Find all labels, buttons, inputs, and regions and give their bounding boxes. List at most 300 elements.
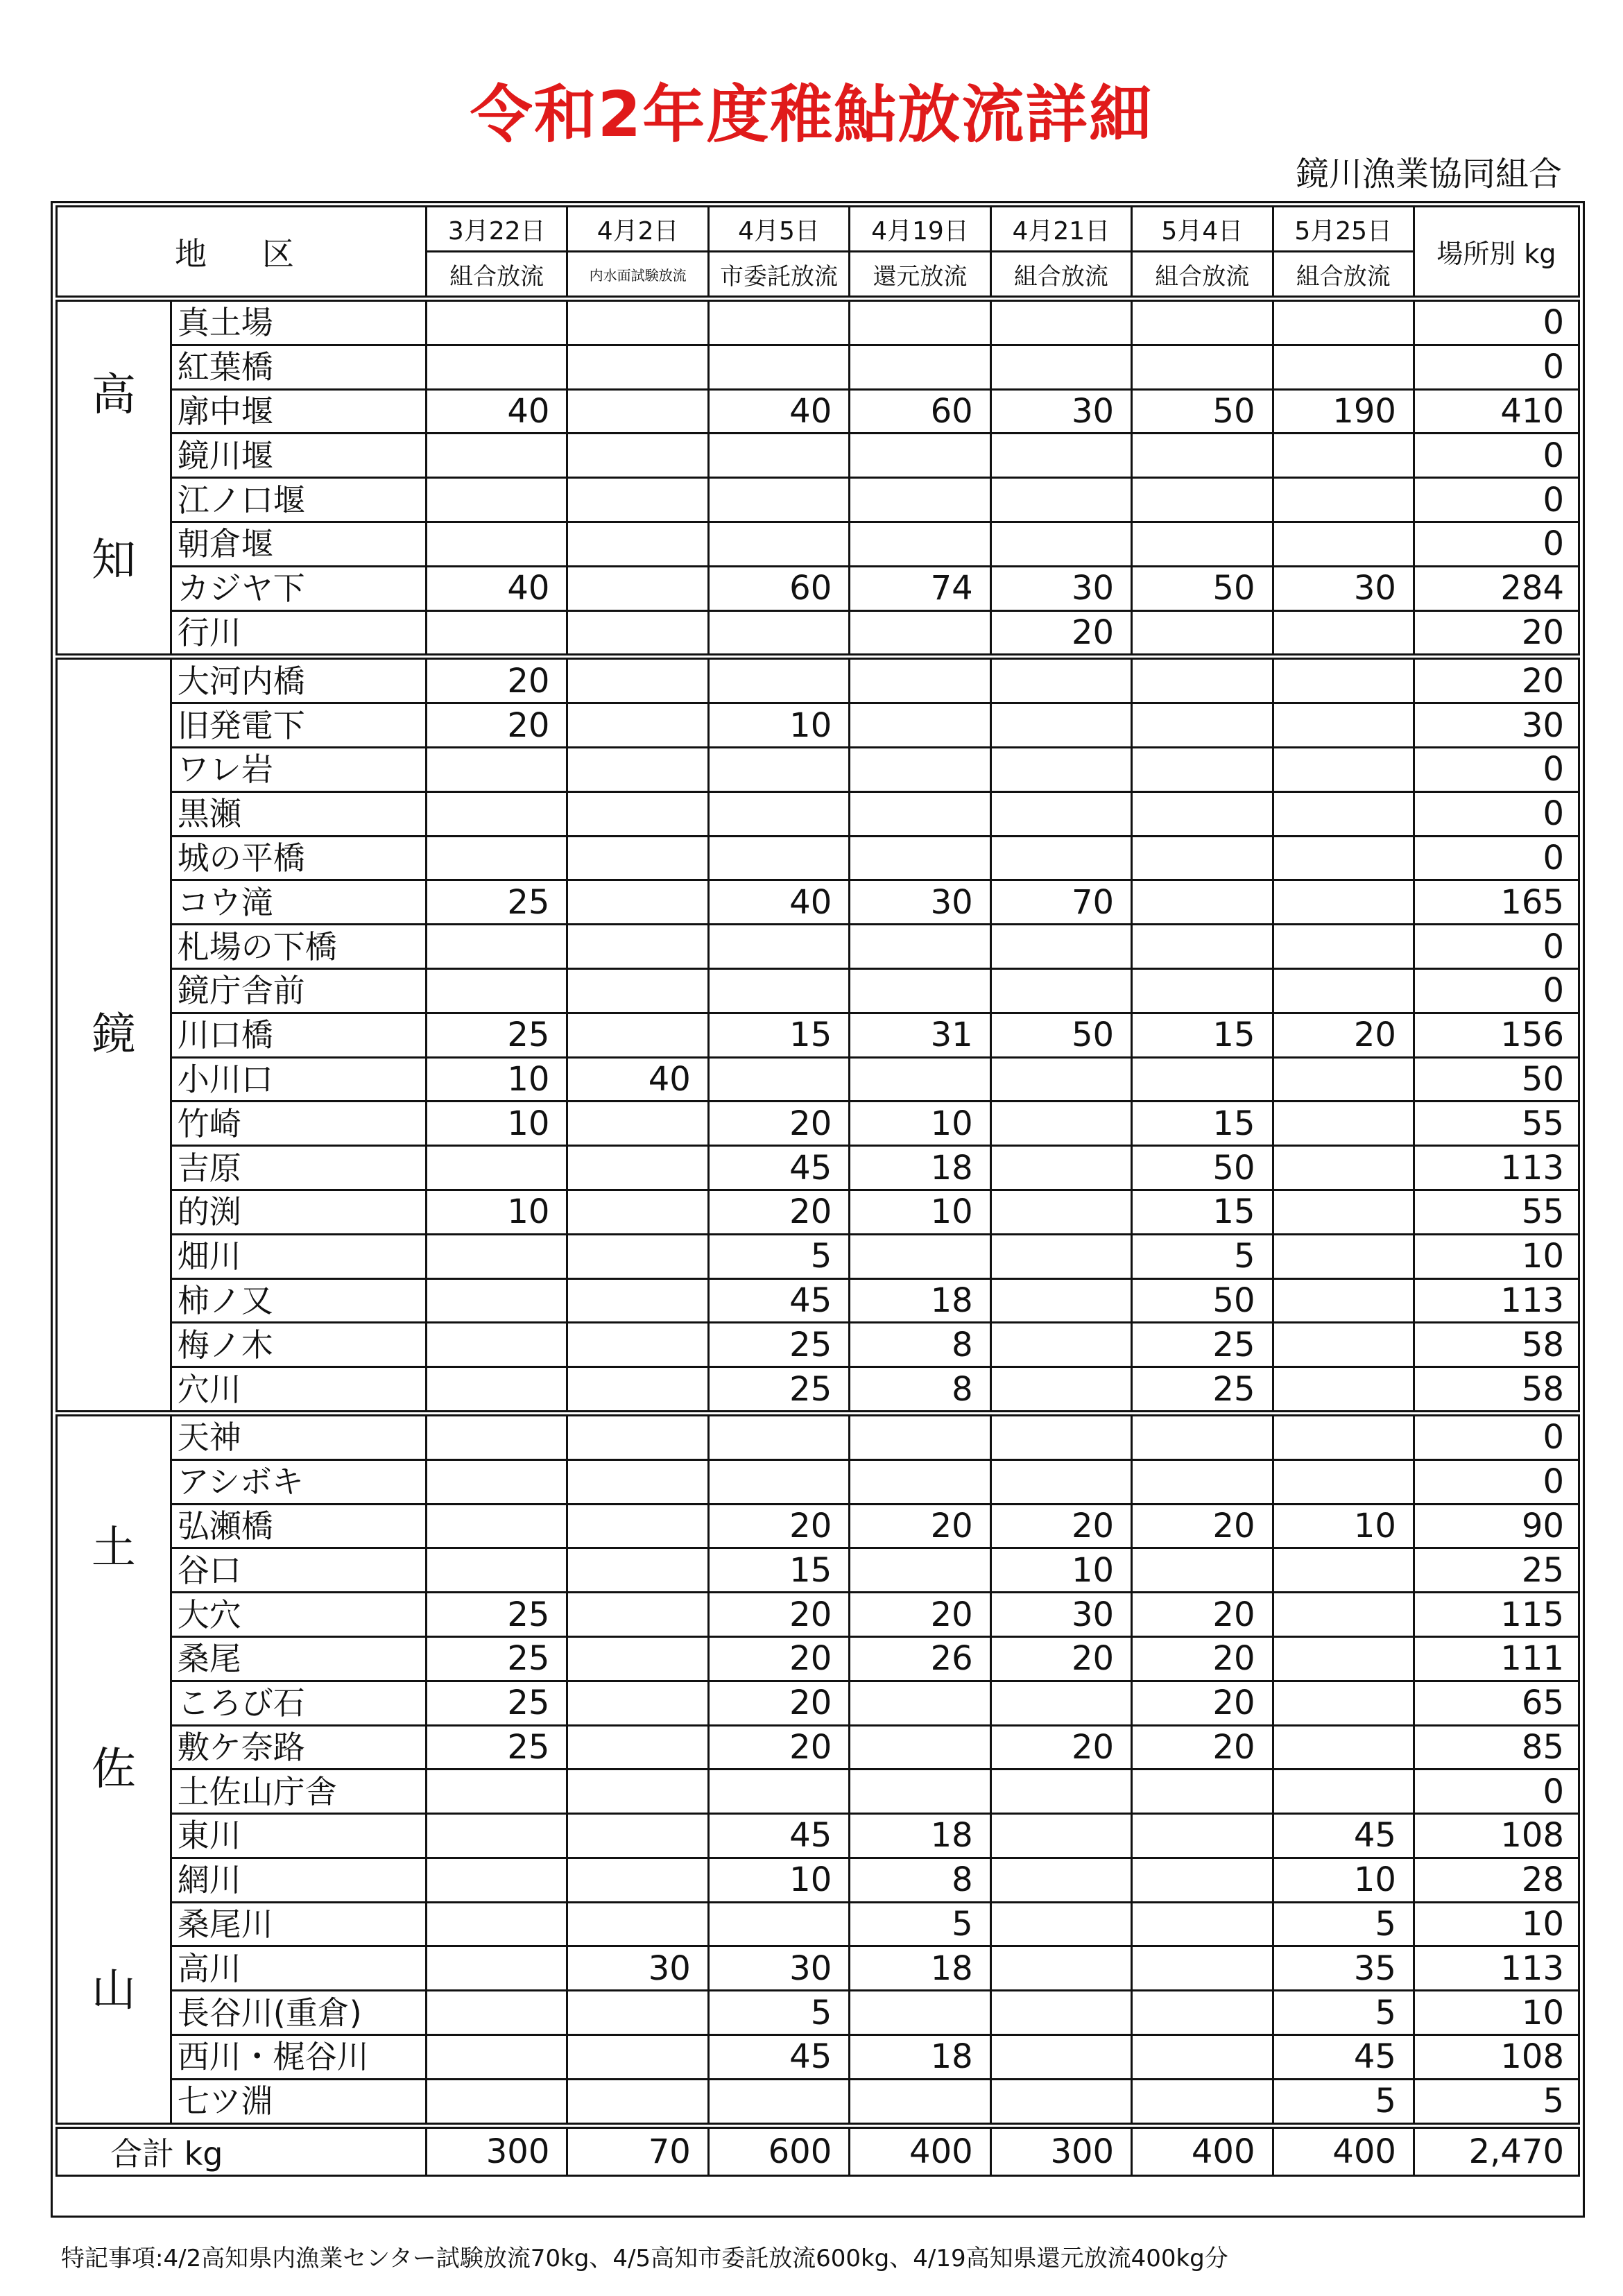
release-amount-cell bbox=[990, 478, 1131, 522]
release-amount-cell bbox=[708, 434, 849, 478]
release-amount-cell bbox=[567, 1636, 708, 1681]
place-name: 谷口 bbox=[171, 1548, 426, 1593]
release-type-header: 還元放流 bbox=[850, 252, 990, 299]
table-row bbox=[57, 1946, 1579, 1991]
place-total-cell: 0 bbox=[1414, 747, 1579, 791]
release-amount-cell: 25 bbox=[708, 1323, 849, 1367]
place-total-cell: 284 bbox=[1414, 566, 1579, 610]
release-amount-cell bbox=[1273, 610, 1414, 657]
release-amount-cell: 25 bbox=[1132, 1367, 1273, 1414]
place-name: 畑川 bbox=[171, 1234, 426, 1278]
release-amount-cell bbox=[567, 1814, 708, 1858]
release-amount-cell bbox=[1132, 747, 1273, 791]
release-amount-cell: 8 bbox=[850, 1323, 990, 1367]
place-total-cell: 0 bbox=[1414, 478, 1579, 522]
release-amount-cell: 35 bbox=[1273, 1946, 1414, 1991]
date-header: 4月5日 bbox=[708, 207, 849, 252]
release-amount-cell bbox=[990, 434, 1131, 478]
release-amount-cell bbox=[850, 925, 990, 969]
table-row bbox=[57, 968, 1579, 1013]
release-amount-cell: 20 bbox=[426, 657, 567, 703]
table-row bbox=[57, 1681, 1579, 1725]
release-amount-cell: 40 bbox=[426, 566, 567, 610]
release-amount-cell: 30 bbox=[990, 1593, 1131, 1637]
release-amount-cell bbox=[1132, 478, 1273, 522]
release-amount-cell bbox=[708, 1057, 849, 1102]
release-amount-cell: 25 bbox=[708, 1367, 849, 1414]
release-amount-cell bbox=[426, 2035, 567, 2080]
release-amount-cell bbox=[850, 299, 990, 345]
date-header: 3月22日 bbox=[426, 207, 567, 252]
place-name: アシボキ bbox=[171, 1459, 426, 1504]
release-amount-cell bbox=[990, 657, 1131, 703]
release-amount-cell bbox=[1273, 1146, 1414, 1190]
release-amount-cell bbox=[426, 925, 567, 969]
release-amount-cell: 45 bbox=[1273, 1814, 1414, 1858]
release-amount-cell bbox=[426, 1459, 567, 1504]
release-amount-cell bbox=[990, 1190, 1131, 1234]
release-amount-cell bbox=[426, 299, 567, 345]
release-amount-cell bbox=[1273, 1548, 1414, 1593]
release-amount-cell: 70 bbox=[990, 880, 1131, 925]
release-amount-cell bbox=[1273, 1459, 1414, 1504]
place-name: ワレ岩 bbox=[171, 747, 426, 791]
release-amount-cell: 10 bbox=[426, 1057, 567, 1102]
release-amount-cell: 20 bbox=[708, 1504, 849, 1548]
release-amount-cell bbox=[1132, 657, 1273, 703]
release-amount-cell bbox=[850, 791, 990, 836]
release-amount-cell bbox=[567, 1725, 708, 1770]
release-amount-cell bbox=[1273, 1323, 1414, 1367]
release-amount-cell bbox=[1273, 703, 1414, 748]
release-amount-cell: 30 bbox=[850, 880, 990, 925]
release-amount-cell bbox=[1132, 1991, 1273, 2035]
place-name: カジヤ下 bbox=[171, 566, 426, 610]
table-row bbox=[57, 610, 1579, 657]
release-amount-cell: 18 bbox=[850, 1814, 990, 1858]
release-amount-cell bbox=[567, 1548, 708, 1593]
release-amount-cell bbox=[1273, 880, 1414, 925]
release-amount-cell bbox=[567, 1991, 708, 2035]
date-header: 4月2日 bbox=[567, 207, 708, 252]
release-amount-cell bbox=[426, 1858, 567, 1902]
table-row bbox=[57, 791, 1579, 836]
date-total-cell: 70 bbox=[567, 2125, 708, 2175]
release-amount-cell: 45 bbox=[708, 1146, 849, 1190]
release-amount-cell bbox=[850, 1459, 990, 1504]
place-total-cell: 0 bbox=[1414, 925, 1579, 969]
release-amount-cell: 15 bbox=[1132, 1102, 1273, 1146]
place-total-cell: 10 bbox=[1414, 1991, 1579, 2035]
release-amount-cell bbox=[567, 1190, 708, 1234]
release-amount-cell: 20 bbox=[1273, 1013, 1414, 1057]
place-total-cell: 410 bbox=[1414, 389, 1579, 434]
release-amount-cell bbox=[1132, 1814, 1273, 1858]
place-total-cell: 55 bbox=[1414, 1102, 1579, 1146]
place-name: 弘瀬橋 bbox=[171, 1504, 426, 1548]
release-amount-cell bbox=[990, 522, 1131, 566]
release-amount-cell bbox=[426, 345, 567, 389]
place-name: 桑尾 bbox=[171, 1636, 426, 1681]
release-amount-cell: 10 bbox=[1273, 1858, 1414, 1902]
place-name: 桑尾川 bbox=[171, 1902, 426, 1946]
place-total-cell: 58 bbox=[1414, 1323, 1579, 1367]
place-total-cell: 30 bbox=[1414, 703, 1579, 748]
release-amount-cell bbox=[1273, 791, 1414, 836]
release-amount-cell bbox=[426, 791, 567, 836]
release-amount-cell bbox=[426, 1770, 567, 1814]
table-row bbox=[57, 747, 1579, 791]
release-amount-cell bbox=[567, 1593, 708, 1637]
table-row bbox=[57, 1146, 1579, 1190]
release-amount-cell bbox=[1132, 1946, 1273, 1991]
place-name: 行川 bbox=[171, 610, 426, 657]
release-amount-cell bbox=[567, 1146, 708, 1190]
release-amount-cell bbox=[1273, 522, 1414, 566]
release-amount-cell bbox=[567, 1234, 708, 1278]
date-header: 5月4日 bbox=[1132, 207, 1273, 252]
release-amount-cell bbox=[1132, 299, 1273, 345]
place-total-cell: 0 bbox=[1414, 1770, 1579, 1814]
release-amount-cell bbox=[850, 657, 990, 703]
place-total-cell: 10 bbox=[1414, 1234, 1579, 1278]
special-note: 特記事項:4/2高知県内漁業センター試験放流70kg、4/5高知市委託放流600kg、4/19高知県還元放流400kg分 bbox=[61, 2245, 1228, 2272]
header-row-dates bbox=[57, 207, 1579, 252]
place-total-cell: 165 bbox=[1414, 880, 1579, 925]
release-amount-cell bbox=[990, 1057, 1131, 1102]
release-amount-cell bbox=[1132, 522, 1273, 566]
release-amount-cell: 20 bbox=[1132, 1636, 1273, 1681]
release-amount-cell bbox=[990, 747, 1131, 791]
release-amount-cell bbox=[1273, 925, 1414, 969]
release-amount-cell bbox=[1132, 2035, 1273, 2080]
date-total-cell: 600 bbox=[708, 2125, 849, 2175]
place-name: 真土場 bbox=[171, 299, 426, 345]
table-row bbox=[57, 1413, 1579, 1459]
release-amount-cell: 20 bbox=[990, 1504, 1131, 1548]
place-total-cell: 28 bbox=[1414, 1858, 1579, 1902]
table-row bbox=[57, 434, 1579, 478]
release-amount-cell: 25 bbox=[426, 1725, 567, 1770]
release-amount-cell: 18 bbox=[850, 1146, 990, 1190]
place-name: 城の平橋 bbox=[171, 836, 426, 880]
region-label-char: 佐 bbox=[91, 1743, 136, 1795]
table-row bbox=[57, 345, 1579, 389]
table-row bbox=[57, 522, 1579, 566]
release-amount-cell: 50 bbox=[1132, 1146, 1273, 1190]
place-total-cell: 0 bbox=[1414, 1413, 1579, 1459]
table-row bbox=[57, 1367, 1579, 1414]
release-detail-table bbox=[55, 205, 1580, 2177]
release-amount-cell bbox=[567, 1323, 708, 1367]
place-name: 七ツ淵 bbox=[171, 2079, 426, 2125]
release-amount-cell bbox=[1132, 836, 1273, 880]
place-name: 大穴 bbox=[171, 1593, 426, 1637]
release-amount-cell: 10 bbox=[426, 1102, 567, 1146]
release-amount-cell bbox=[850, 434, 990, 478]
release-amount-cell bbox=[426, 1946, 567, 1991]
release-amount-cell bbox=[426, 478, 567, 522]
release-amount-cell: 25 bbox=[426, 1636, 567, 1681]
release-amount-cell bbox=[567, 299, 708, 345]
table-row bbox=[57, 1459, 1579, 1504]
region-header: 地区 bbox=[57, 207, 427, 299]
release-type-header: 組合放流 bbox=[990, 252, 1131, 299]
release-amount-cell bbox=[990, 1902, 1131, 1946]
release-amount-cell: 18 bbox=[850, 2035, 990, 2080]
release-amount-cell: 45 bbox=[708, 1814, 849, 1858]
place-total-cell: 20 bbox=[1414, 657, 1579, 703]
release-amount-cell bbox=[567, 968, 708, 1013]
place-name: 朝倉堰 bbox=[171, 522, 426, 566]
place-total-cell: 108 bbox=[1414, 2035, 1579, 2080]
release-amount-cell: 40 bbox=[708, 389, 849, 434]
release-amount-cell: 20 bbox=[426, 703, 567, 748]
release-amount-cell: 20 bbox=[990, 1636, 1131, 1681]
release-amount-cell bbox=[708, 1770, 849, 1814]
release-amount-cell bbox=[567, 1102, 708, 1146]
release-amount-cell bbox=[567, 478, 708, 522]
release-amount-cell bbox=[850, 345, 990, 389]
release-amount-cell bbox=[567, 747, 708, 791]
release-amount-cell: 18 bbox=[850, 1946, 990, 1991]
release-amount-cell: 30 bbox=[990, 566, 1131, 610]
place-name: 網川 bbox=[171, 1858, 426, 1902]
release-amount-cell bbox=[1132, 1548, 1273, 1593]
place-name: 敷ケ奈路 bbox=[171, 1725, 426, 1770]
release-amount-cell bbox=[567, 522, 708, 566]
release-amount-cell: 10 bbox=[850, 1190, 990, 1234]
release-amount-cell bbox=[1132, 345, 1273, 389]
table-row bbox=[57, 1991, 1579, 2035]
release-amount-cell bbox=[567, 925, 708, 969]
page-title: 令和2年度稚鮎放流詳細 bbox=[470, 78, 1153, 151]
release-amount-cell bbox=[1132, 1459, 1273, 1504]
place-total-cell: 108 bbox=[1414, 1814, 1579, 1858]
release-amount-cell bbox=[990, 2079, 1131, 2125]
release-amount-cell bbox=[1132, 791, 1273, 836]
release-amount-cell bbox=[850, 703, 990, 748]
release-amount-cell: 45 bbox=[1273, 2035, 1414, 2080]
release-type-header: 内水面試験放流 bbox=[567, 252, 708, 299]
place-name: 穴川 bbox=[171, 1367, 426, 1414]
place-name: 東川 bbox=[171, 1814, 426, 1858]
region-label bbox=[57, 657, 171, 1414]
release-amount-cell bbox=[567, 1858, 708, 1902]
release-amount-cell bbox=[426, 2079, 567, 2125]
place-total-cell: 20 bbox=[1414, 610, 1579, 657]
date-header: 4月19日 bbox=[850, 207, 990, 252]
release-amount-cell: 15 bbox=[708, 1548, 849, 1593]
place-name: 鏡庁舎前 bbox=[171, 968, 426, 1013]
place-name: 川口橋 bbox=[171, 1013, 426, 1057]
place-name: 札場の下橋 bbox=[171, 925, 426, 969]
release-amount-cell bbox=[567, 389, 708, 434]
place-total-cell: 113 bbox=[1414, 1946, 1579, 1991]
place-total-cell: 25 bbox=[1414, 1548, 1579, 1593]
release-amount-cell: 20 bbox=[990, 1725, 1131, 1770]
release-amount-cell bbox=[850, 522, 990, 566]
release-amount-cell: 10 bbox=[708, 1858, 849, 1902]
release-amount-cell bbox=[426, 1367, 567, 1414]
release-type-header: 組合放流 bbox=[426, 252, 567, 299]
date-total-cell: 300 bbox=[990, 2125, 1131, 2175]
release-amount-cell bbox=[426, 968, 567, 1013]
release-amount-cell bbox=[990, 1367, 1131, 1414]
release-amount-cell: 74 bbox=[850, 566, 990, 610]
place-name: 土佐山庁舎 bbox=[171, 1770, 426, 1814]
release-amount-cell bbox=[708, 747, 849, 791]
release-amount-cell bbox=[567, 434, 708, 478]
release-amount-cell bbox=[708, 522, 849, 566]
region-label-char: 知 bbox=[91, 534, 136, 586]
release-amount-cell bbox=[1273, 657, 1414, 703]
release-type-header: 市委託放流 bbox=[708, 252, 849, 299]
place-name: 吉原 bbox=[171, 1146, 426, 1190]
release-amount-cell bbox=[1273, 434, 1414, 478]
release-amount-cell bbox=[990, 836, 1131, 880]
release-amount-cell: 5 bbox=[1132, 1234, 1273, 1278]
table-row bbox=[57, 2079, 1579, 2125]
release-amount-cell bbox=[1132, 1902, 1273, 1946]
table-row bbox=[57, 1278, 1579, 1323]
place-total-cell: 0 bbox=[1414, 299, 1579, 345]
region-label-char: 山 bbox=[91, 1964, 136, 2016]
release-amount-cell bbox=[1273, 968, 1414, 1013]
release-amount-cell bbox=[426, 1278, 567, 1323]
table-row bbox=[57, 1858, 1579, 1902]
release-amount-cell bbox=[1273, 478, 1414, 522]
release-amount-cell: 190 bbox=[1273, 389, 1414, 434]
release-amount-cell bbox=[990, 1946, 1131, 1991]
release-amount-cell: 45 bbox=[708, 1278, 849, 1323]
table-body bbox=[57, 207, 1579, 2176]
release-amount-cell bbox=[850, 1234, 990, 1278]
release-amount-cell: 20 bbox=[708, 1681, 849, 1725]
release-amount-cell bbox=[567, 1902, 708, 1946]
release-amount-cell: 8 bbox=[850, 1858, 990, 1902]
release-amount-cell bbox=[1273, 1057, 1414, 1102]
release-amount-cell bbox=[426, 610, 567, 657]
release-amount-cell bbox=[426, 1234, 567, 1278]
release-amount-cell bbox=[426, 1902, 567, 1946]
release-amount-cell bbox=[567, 1013, 708, 1057]
place-total-cell: 50 bbox=[1414, 1057, 1579, 1102]
release-amount-cell bbox=[850, 478, 990, 522]
release-amount-cell bbox=[990, 925, 1131, 969]
table-row bbox=[57, 1323, 1579, 1367]
release-amount-cell bbox=[850, 2079, 990, 2125]
totals-row bbox=[57, 2125, 1579, 2175]
place-total-cell: 5 bbox=[1414, 2079, 1579, 2125]
release-amount-cell: 50 bbox=[1132, 389, 1273, 434]
grand-total-cell: 2,470 bbox=[1414, 2125, 1579, 2175]
release-amount-cell bbox=[708, 836, 849, 880]
release-amount-cell bbox=[708, 925, 849, 969]
release-amount-cell bbox=[1132, 2079, 1273, 2125]
place-total-cell: 58 bbox=[1414, 1367, 1579, 1414]
release-amount-cell: 40 bbox=[708, 880, 849, 925]
place-total-cell: 85 bbox=[1414, 1725, 1579, 1770]
release-amount-cell: 20 bbox=[708, 1102, 849, 1146]
release-amount-cell: 15 bbox=[1132, 1013, 1273, 1057]
date-header: 5月25日 bbox=[1273, 207, 1414, 252]
table-row bbox=[57, 925, 1579, 969]
region-label-char: 高 bbox=[91, 369, 136, 421]
table-row bbox=[57, 1814, 1579, 1858]
release-amount-cell bbox=[1273, 1770, 1414, 1814]
release-amount-cell bbox=[708, 791, 849, 836]
release-amount-cell bbox=[1273, 1190, 1414, 1234]
release-amount-cell bbox=[426, 1504, 567, 1548]
release-amount-cell bbox=[426, 1548, 567, 1593]
release-amount-cell bbox=[850, 1770, 990, 1814]
release-amount-cell bbox=[1273, 1725, 1414, 1770]
place-name: 柿ノ又 bbox=[171, 1278, 426, 1323]
table-row bbox=[57, 1504, 1579, 1548]
release-amount-cell: 5 bbox=[1273, 2079, 1414, 2125]
release-amount-cell bbox=[708, 1413, 849, 1459]
release-amount-cell bbox=[567, 1681, 708, 1725]
table-row bbox=[57, 1548, 1579, 1593]
release-amount-cell: 50 bbox=[990, 1013, 1131, 1057]
date-header: 4月21日 bbox=[990, 207, 1131, 252]
place-name: 天神 bbox=[171, 1413, 426, 1459]
release-amount-cell bbox=[567, 880, 708, 925]
release-amount-cell bbox=[426, 747, 567, 791]
release-amount-cell: 30 bbox=[708, 1946, 849, 1991]
table-row bbox=[57, 1057, 1579, 1102]
release-amount-cell: 5 bbox=[708, 1991, 849, 2035]
place-name: 黒瀬 bbox=[171, 791, 426, 836]
release-amount-cell bbox=[1273, 1413, 1414, 1459]
date-total-cell: 400 bbox=[1132, 2125, 1273, 2175]
release-amount-cell: 30 bbox=[567, 1946, 708, 1991]
release-amount-cell bbox=[850, 1413, 990, 1459]
release-amount-cell bbox=[567, 566, 708, 610]
release-amount-cell bbox=[426, 434, 567, 478]
release-amount-cell bbox=[850, 968, 990, 1013]
release-amount-cell: 18 bbox=[850, 1278, 990, 1323]
release-amount-cell bbox=[1132, 703, 1273, 748]
release-amount-cell: 10 bbox=[426, 1190, 567, 1234]
release-amount-cell bbox=[567, 610, 708, 657]
release-amount-cell bbox=[1132, 1770, 1273, 1814]
place-total-cell: 0 bbox=[1414, 434, 1579, 478]
release-amount-cell: 15 bbox=[1132, 1190, 1273, 1234]
release-amount-cell: 45 bbox=[708, 2035, 849, 2080]
release-amount-cell bbox=[1273, 1593, 1414, 1637]
release-amount-cell: 50 bbox=[1132, 1278, 1273, 1323]
place-name: 小川口 bbox=[171, 1057, 426, 1102]
release-amount-cell: 40 bbox=[426, 389, 567, 434]
place-name: 旧発電下 bbox=[171, 703, 426, 748]
table-row bbox=[57, 1234, 1579, 1278]
release-amount-cell: 10 bbox=[708, 703, 849, 748]
place-total-cell: 113 bbox=[1414, 1278, 1579, 1323]
place-total-cell: 90 bbox=[1414, 1504, 1579, 1548]
release-amount-cell bbox=[426, 1146, 567, 1190]
release-amount-cell bbox=[708, 2079, 849, 2125]
place-name: 梅ノ木 bbox=[171, 1323, 426, 1367]
release-type-header: 組合放流 bbox=[1273, 252, 1414, 299]
release-amount-cell: 10 bbox=[850, 1102, 990, 1146]
release-amount-cell bbox=[990, 1858, 1131, 1902]
release-amount-cell bbox=[426, 1413, 567, 1459]
release-amount-cell bbox=[850, 1725, 990, 1770]
release-amount-cell bbox=[990, 2035, 1131, 2080]
place-total-cell: 0 bbox=[1414, 791, 1579, 836]
